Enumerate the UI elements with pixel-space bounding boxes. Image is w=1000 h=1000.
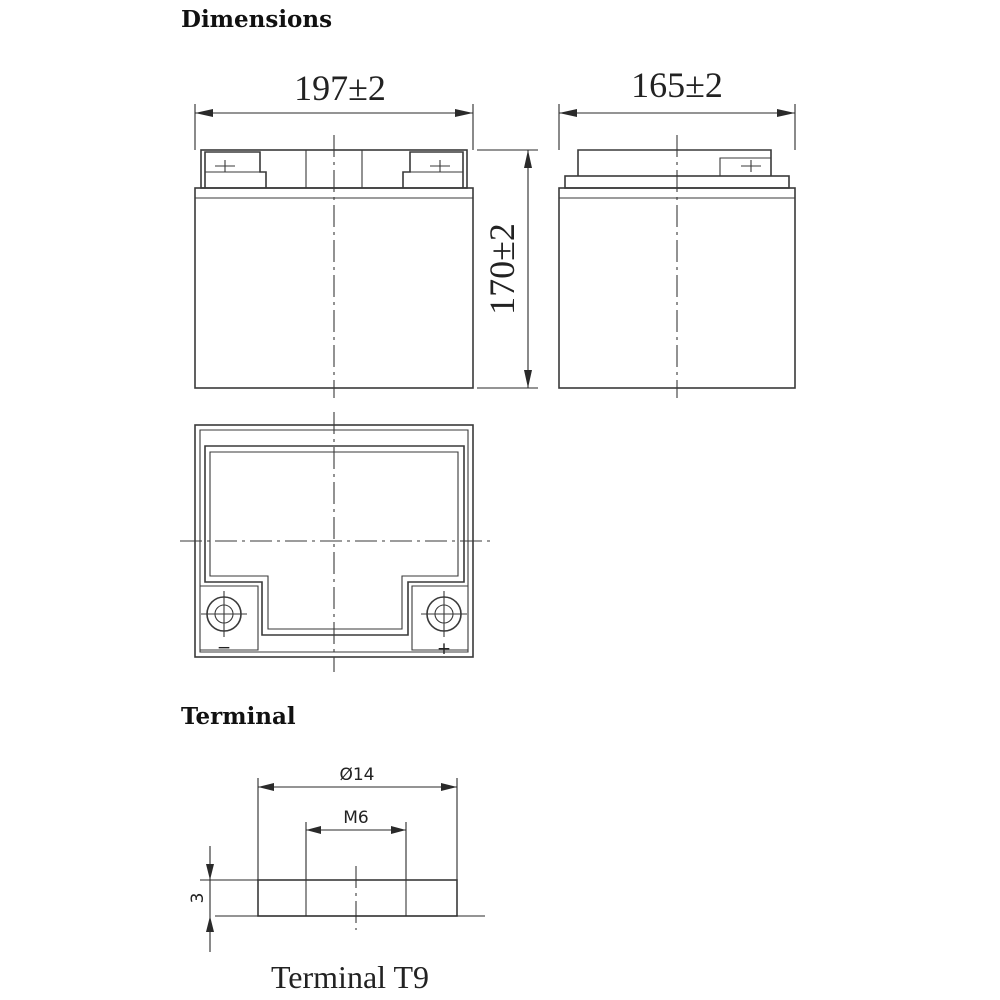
height-arrow-top	[524, 150, 532, 168]
depth-arrow-right	[777, 109, 795, 117]
front-view	[195, 68, 538, 398]
terminal-thread-label: M6	[343, 808, 369, 828]
top-view	[180, 412, 492, 672]
terminal-height-label: 3	[188, 892, 208, 904]
side-lid	[578, 150, 771, 176]
terminal-body	[258, 880, 457, 916]
depth-arrow-left	[559, 109, 577, 117]
height-arrow-bottom	[524, 370, 532, 388]
front-terminal-positive	[403, 152, 463, 188]
terminal-heading: Terminal	[181, 703, 296, 730]
dimensions-heading: Dimensions	[181, 6, 333, 33]
width-arrow-right	[455, 109, 473, 117]
positive-polarity-mark: +	[436, 639, 452, 659]
width-dimension-label: 197±2	[294, 68, 386, 108]
negative-polarity-mark: −	[216, 638, 232, 658]
terminal-caption: Terminal T9	[270, 959, 430, 995]
depth-dimension-label: 165±2	[631, 65, 723, 105]
front-terminal-negative	[205, 152, 266, 188]
terminal-diameter-label: Ø14	[339, 765, 375, 785]
side-terminal	[720, 158, 771, 176]
width-arrow-left	[195, 109, 213, 117]
terminal-detail	[188, 765, 485, 995]
side-view	[559, 65, 795, 398]
height-dimension-label: 170±2	[482, 223, 522, 315]
